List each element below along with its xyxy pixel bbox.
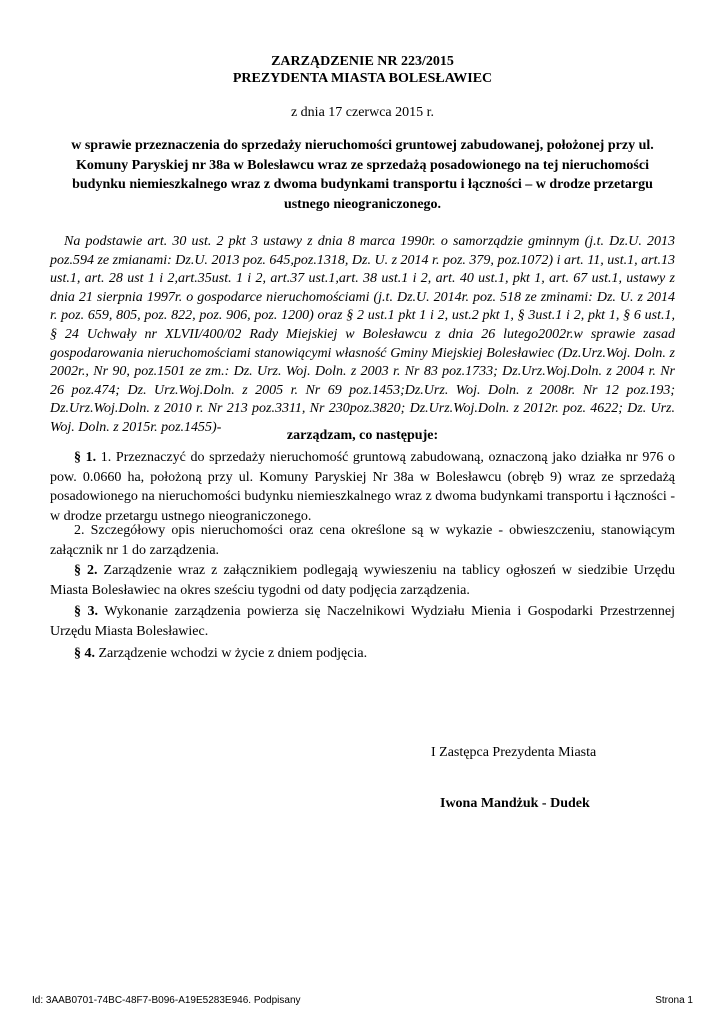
section-2 xyxy=(50,561,675,600)
document-date: z dnia 17 czerwca 2015 r. xyxy=(290,105,435,120)
section-3-text: Wykonanie zarządzenia powierza się Naczelnikowi Wydziału Mienia i Gospodarki Przestrzennej Urzędu Miasta Bolesławiec. xyxy=(50,604,675,639)
legal-basis: Na podstawie art. 30 ust. 2 pkt 3 ustawy z dnia 8 marca 1990r. o samorządzie gminnym (j.t. Dz.U. 2013 poz.594 ze zmianami: Dz.U. 2013 poz. 645,poz.1318, Dz. U. z 2014 r. poz. 379, poz.1072) i art. 11, ust.1, art.13 ust.1, art. 28 ust 1 i 2,art.35ust. 1 i 2, art.37 ust.1,art. 38 ust.1 i 2, art. 40 ust.1, pkt 1, art. 67 ust.1, ustawy z dnia 21 sierpnia 1997r. o gospodarce nieruchomościami (j.t. Dz.U. 2014r. poz. 518 ze zminami: Dz. U. z 2014 r. poz. 659, 805, poz. 822, poz. 906, poz. 1200) oraz § 2 ust.1 pkt 1 i 2, ust.2 pkt 1, § 3ust.1 i 2, pkt 1, § 6 ust.1, § 24 Uchwały nr XLVII/400/02 Rady Miejskiej w Bolesławcu z dnia 26 lutego2002r.w sprawie zasad gospodarowania nieruchomościami stanowiącymi własność Gminy Miejskiej Bolesławiec (Dz.Urz.Woj. Doln. z 2002r., Nr 90, poz.1501 ze zm.: Dz. Urz. Woj. Doln. z 2003 r. Nr 83 poz.1733; Dz.Urz.Woj.Doln. z 2004 r. Nr 26 poz.474; Dz. Urz.Woj.Doln. z 2005 r. Nr 69 poz.1453;Dz.Urz. Woj. Doln. z 2008r. Nr 12 poz.193; Dz.Urz.Woj.Doln. z 2010 r. Nr 213 poz.3311, Nr 230poz.3820; Dz.Urz.Woj.Doln. z 2012r. poz. 4622; Dz. Urz. Woj. Doln. z 2015r. poz.1455)- xyxy=(50,234,675,435)
title-line-2: PREZYDENTA MIASTA BOLESŁAWIEC xyxy=(232,71,493,86)
document-title xyxy=(0,53,725,87)
section-4-text: Zarządzenie wchodzi w życie z dniem podjęcia. xyxy=(95,646,368,661)
section-1-point-2: 2. Szczegółowy opis nieruchomości oraz cena określone są w wykazie - obwieszczeniu, stanowiącym załącznik nr 1 do zarządzenia. xyxy=(50,523,675,558)
section-1 xyxy=(50,448,675,526)
decree-phrase: zarządzam, co następuje: xyxy=(286,428,439,443)
footer-document-id: Id: 3AAB0701-74BC-48F7-B096-A19E5283E946. Podpisany xyxy=(32,995,301,1006)
title-line-1: ZARZĄDZENIE NR 223/2015 xyxy=(271,54,454,69)
document-subject: w sprawie przeznaczenia do sprzedaży nieruchomości gruntowej zabudowanej, położonej przy ul. Komuny Paryskiej nr 38a w Bolesławcu wraz ze sprzedażą posadowionego na tej nieruchomości budynku niemieszkalnego wraz z dwoma budynkami transportu i łączności – w drodze przetargu ustnego nieograniczonego. xyxy=(71,138,654,212)
section-1-text: 1. Przeznaczyć do sprzedaży nieruchomość gruntową zabudowaną, oznaczoną jako działka nr 976 o pow. 0.0660 ha, położoną przy ul. Komuny Paryskiej Nr 38a w Bolesławcu (obręb 9) wraz ze sprzedażą posadowionego na nieruchomości budynku niemieszkalnego wraz z dwoma budynkami transportu i łączności - w drodze przetargu ustnego nieograniczonego. xyxy=(50,450,675,524)
section-2-mark: § 2. xyxy=(74,563,98,578)
section-3-mark: § 3. xyxy=(74,604,99,619)
section-3 xyxy=(50,602,675,641)
signer-name: Iwona Mandżuk - Dudek xyxy=(440,796,590,811)
section-1-mark: § 1. xyxy=(74,450,97,465)
signer-role: I Zastępca Prezydenta Miasta xyxy=(431,745,597,760)
section-4-mark: § 4. xyxy=(74,646,95,661)
footer-page-number: Strona 1 xyxy=(655,995,693,1006)
section-2-text: Zarządzenie wraz z załącznikiem podlegają wywieszeniu na tablicy ogłoszeń w siedzibie Urzędu Miasta Bolesławiec na okres sześciu tygodni od daty podjęcia zarządzenia. xyxy=(50,563,675,598)
section-4 xyxy=(50,644,675,664)
